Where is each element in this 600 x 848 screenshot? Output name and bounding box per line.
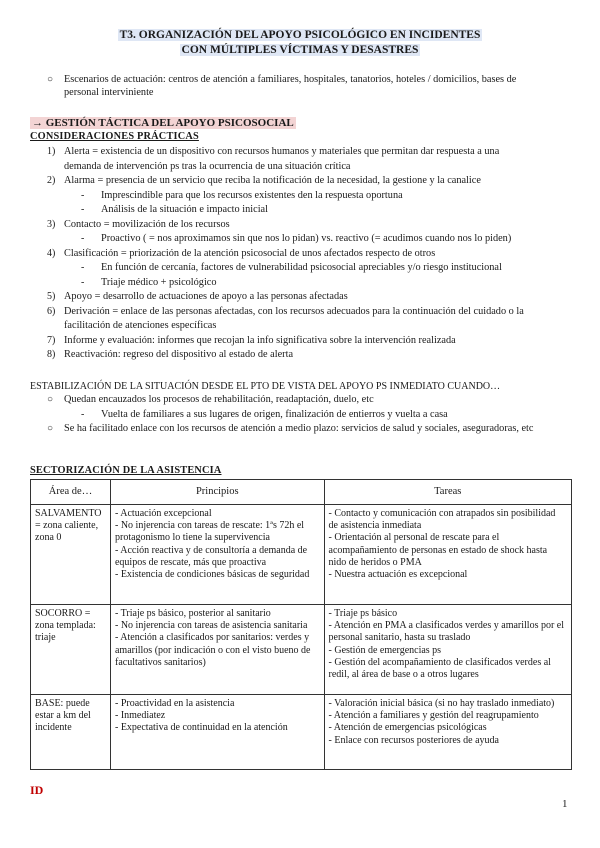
list-item-text: Triaje médico + psicológico — [101, 276, 217, 288]
sub-bullet: - — [81, 408, 85, 420]
header-area: Área de… — [31, 480, 111, 505]
list-item-text: facilitación de atenciones específicas — [64, 320, 217, 331]
list-item-text: Apoyo = desarrollo de actuaciones de apoyo a las personas afectadas — [64, 291, 348, 302]
title-line-1: T3. ORGANIZACIÓN DEL APOYO PSICOLÓGICO EN INCIDENTES — [119, 29, 481, 41]
section-heading-estabilizacion: ESTABILIZACIÓN DE LA SITUACIÓN DESDE EL PTO DE VISTA DEL APOYO PS INMEDIATO CUANDO… — [30, 381, 501, 392]
cell-area: SOCORRO = zona templada: triaje — [31, 605, 111, 695]
intro-line-2: personal interviniente — [64, 87, 154, 98]
principio-item: - Expectativa de continuidad en la atención — [114, 722, 288, 734]
cell-principios — [110, 505, 324, 605]
sub-bullet: - — [81, 276, 85, 288]
principio-item: - Inmediatez — [114, 710, 166, 722]
cell-area: SALVAMENTO = zona caliente, zona 0 — [31, 505, 111, 605]
principio-item: - Actuación excepcional — [114, 508, 212, 519]
table-header-row — [31, 480, 572, 505]
list-item-text: demanda de intervención ps tras la ocurrencia de una situación crítica — [64, 160, 351, 172]
tarea-item: - Orientación al personal de rescate para el acompañamiento de personas en estado de shock hasta nido de heridos o PMA — [328, 532, 548, 568]
sub-bullet: - — [81, 189, 85, 201]
cell-tareas — [324, 505, 571, 605]
list-number: 3) — [47, 218, 56, 230]
tarea-item: - Triaje ps básico — [328, 608, 398, 619]
list-item-text: Alerta = existencia de un dispositivo con recursos humanos y materiales que permitan dar respuesta a una — [64, 146, 500, 157]
tarea-item: - Valoración inicial básica (si no hay traslado inmediato) — [328, 698, 555, 709]
list-item-text: Informe y evaluación: informes que recojan la info significativa sobre la intervención realizada — [64, 334, 456, 346]
title-line-2: CON MÚLTIPLES VÍCTIMAS Y DESASTRES — [181, 44, 419, 56]
list-item-text: Imprescindible para que los recursos existentes den la respuesta oportuna — [101, 189, 403, 201]
footer-mark: ID — [30, 783, 44, 797]
cell-principios — [110, 605, 324, 695]
list-number: 1) — [47, 146, 56, 157]
list-item-text: Clasificación = priorización de la atención psicosocial de unos afectados respecto de otros — [64, 247, 436, 259]
circle-bullet: ○ — [47, 394, 54, 405]
cell-tareas — [324, 605, 571, 695]
table-row — [31, 505, 572, 605]
sub-bullet: - — [81, 204, 85, 215]
list-item-text: En función de cercanía, factores de vulnerabilidad psicosocial apreciables y/o riesgo institucional — [101, 262, 502, 273]
tarea-item: - Nuestra actuación es excepcional — [328, 569, 468, 581]
principio-item: - Acción reactiva y de consultoría a demanda de equipos de rescate, más que proactiva — [114, 544, 308, 568]
tarea-item: - Enlace con recursos posteriores de ayuda — [328, 734, 499, 746]
intro-bullet: ○ — [47, 74, 54, 85]
stabilization-item-text: Quedan encauzados los procesos de rehabilitación, readaptación, duelo, etc — [64, 394, 374, 405]
tarea-item: - Atención a familiares y gestión del reagrupamiento — [328, 710, 539, 722]
intro-line-1: Escenarios de actuación: centros de atención a familiares, hospitales, tanatorios, hoteles / domicilios, bases de — [64, 74, 517, 85]
sub-bullet: - — [81, 262, 85, 273]
page-title — [0, 28, 600, 43]
cell-tareas — [324, 695, 571, 770]
list-number: 7) — [47, 334, 56, 346]
table-row — [31, 605, 572, 695]
subheading-consideraciones: CONSIDERACIONES PRÁCTICAS — [30, 131, 199, 142]
list-number: 6) — [47, 305, 56, 317]
principio-item: - Triaje ps básico, posterior al sanitario — [114, 608, 271, 619]
list-number: 5) — [47, 291, 56, 302]
list-number: 2) — [47, 175, 56, 186]
principio-item: - Existencia de condiciones básicas de seguridad — [114, 569, 310, 581]
stabilization-item-text: Vuelta de familiares a sus lugares de origen, finalización de entierros y vuelta a casa — [101, 408, 448, 420]
tarea-item: - Atención de emergencias psicológicas — [328, 722, 487, 734]
tarea-item: - Gestión de emergencias ps — [328, 644, 442, 656]
principio-item: - No injerencia con tareas de rescate: 1ªs 72h el protagonismo lo tiene la supervivencia — [114, 520, 305, 544]
stabilization-item-text: Se ha facilitado enlace con los recursos de atención a medio plazo: servicios de salud y sociales, aseguradoras, etc — [64, 423, 534, 434]
page-number: 1 — [562, 798, 568, 810]
table-row — [31, 695, 572, 770]
circle-bullet: ○ — [47, 423, 54, 434]
section-heading-tactica — [30, 116, 296, 130]
list-item-text: Reactivación: regreso del dispositivo al estado de alerta — [64, 349, 294, 360]
header-tareas: Tareas — [324, 480, 571, 505]
header-principios: Principios — [110, 480, 324, 505]
page-title-2 — [0, 43, 600, 58]
principio-item: - Proactividad en la asistencia — [114, 698, 235, 709]
list-item-text: Análisis de la situación e impacto inicial — [101, 204, 268, 215]
list-number: 8) — [47, 349, 56, 360]
tarea-item: - Contacto y comunicación con atrapados sin posibilidad de asistencia inmediata — [328, 508, 556, 532]
section-heading-text: → GESTIÓN TÁCTICA DEL APOYO PSICOSOCIAL — [32, 117, 294, 129]
sectorization-table — [30, 479, 572, 770]
table-body — [31, 505, 572, 770]
list-item-text: Contacto = movilización de los recursos — [64, 218, 230, 230]
tarea-item: - Gestión del acompañamiento de clasificados verdes al redil, al área de base o a otros lugares — [328, 656, 551, 681]
list-item-text: Derivación = enlace de las personas afectadas, con los recursos adecuados para la continuación del cuidado o la — [64, 305, 524, 317]
list-item-text: Alarma = presencia de un servicio que reciba la notificación de la necesidad, la gestione y la canalice — [64, 175, 481, 186]
list-number: 4) — [47, 247, 56, 259]
subheading-sectorizacion: SECTORIZACIÓN DE LA ASISTENCIA — [30, 465, 222, 476]
principio-item: - No injerencia con tareas de asistencia sanitaria — [114, 620, 308, 632]
list-item-text: Proactivo ( = nos aproximamos sin que nos lo pidan) vs. reactivo (= acudimos cuando nos lo piden) — [101, 233, 512, 244]
cell-principios — [110, 695, 324, 770]
principio-item: - Atención a clasificados por sanitarios: verdes y amarillos (por indicación o con el visto bueno de facultativos sanitarios) — [114, 632, 311, 668]
tarea-item: - Atención en PMA a clasificados verdes y amarillos por el personal sanitario, hasta su traslado — [328, 620, 565, 644]
sub-bullet: - — [81, 233, 85, 244]
cell-area: BASE: puede estar a km del incidente — [31, 695, 111, 770]
